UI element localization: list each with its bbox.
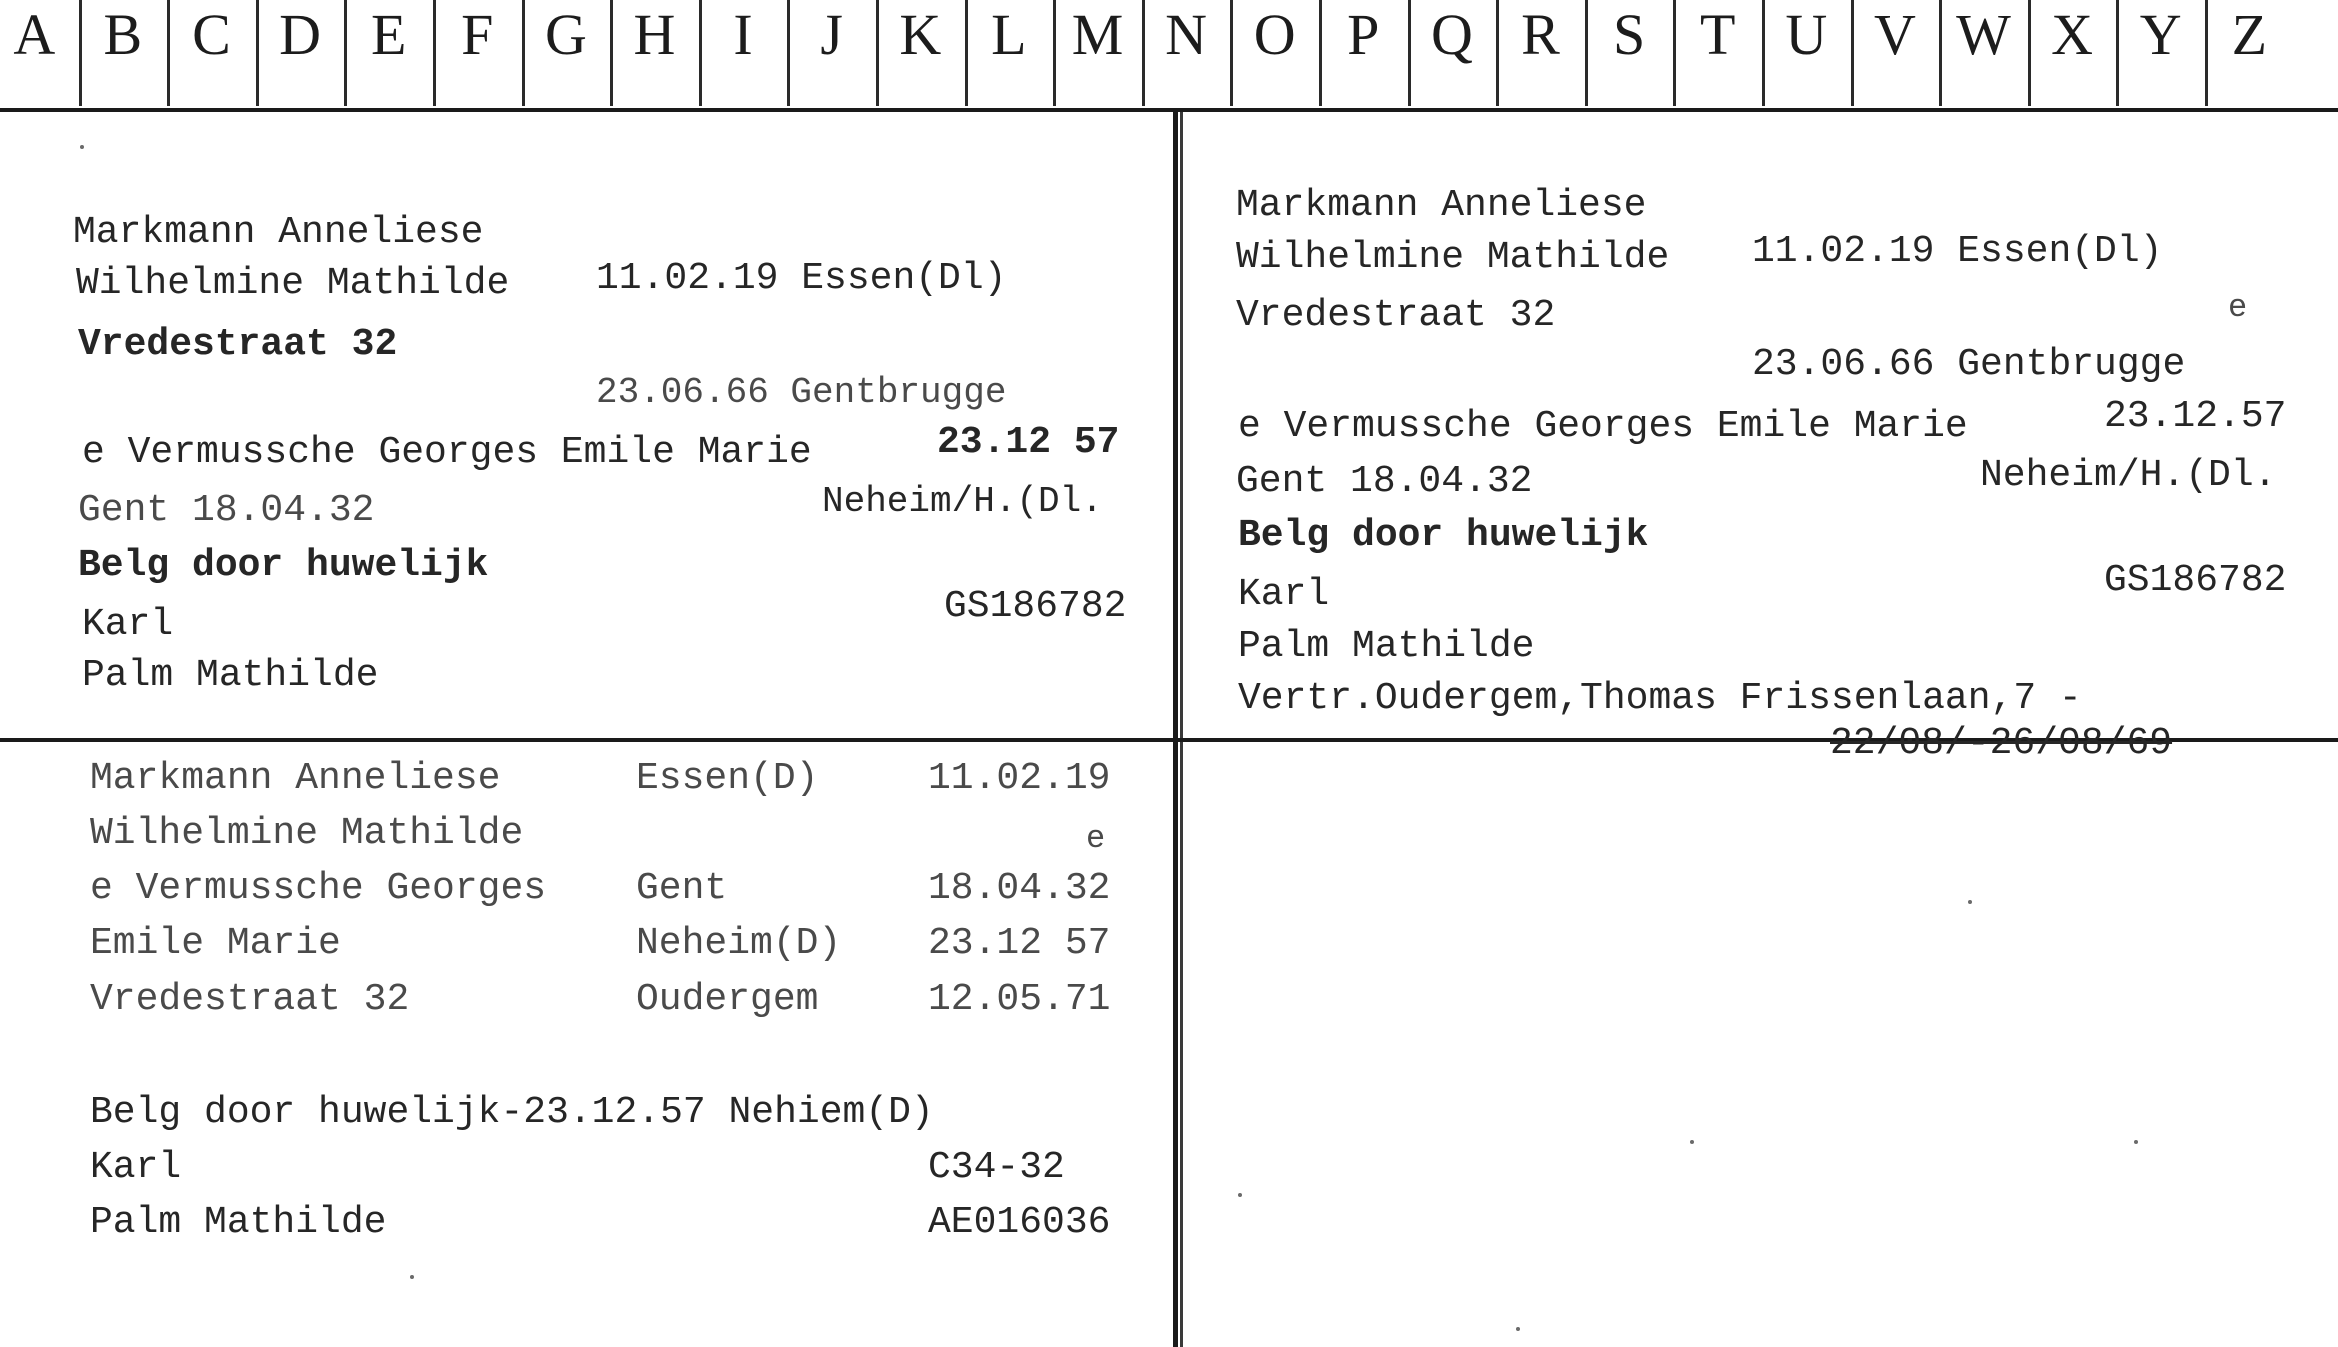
ruler-letter-u: U xyxy=(1785,2,1828,67)
ruler-separator xyxy=(1851,0,1854,106)
card-spouse: e Vermussche Georges Emile Marie xyxy=(1238,405,1968,448)
scan-speck xyxy=(2134,1140,2138,1144)
ruler-letter-k: K xyxy=(899,2,942,67)
table-cell: e Vermussche Georges xyxy=(90,867,547,910)
card-mother: Palm Mathilde xyxy=(90,1201,387,1244)
table-cell: Emile Marie xyxy=(90,922,341,965)
ruler-separator xyxy=(1939,0,1942,106)
scan-speck xyxy=(1968,900,1972,904)
ruler-separator xyxy=(1762,0,1765,106)
ruler-letter-r: R xyxy=(1521,2,1560,67)
ruler-letter-s: S xyxy=(1612,2,1646,67)
card-name: Markmann Anneliese xyxy=(1236,184,1647,227)
ruler-separator xyxy=(1496,0,1499,106)
card-street: Vredestraat 32 xyxy=(1236,294,1556,337)
ruler-separator xyxy=(1230,0,1233,106)
ruler-letter-d: D xyxy=(279,2,322,67)
card-mother: Palm Mathilde xyxy=(1238,625,1535,668)
card-divider-vertical-right xyxy=(1180,112,1183,1347)
ruler-separator xyxy=(1319,0,1322,106)
card-nationality: Belg door huwelijk-23.12.57 Nehiem(D) xyxy=(90,1091,934,1134)
ruler-letter-g: G xyxy=(544,2,587,67)
ruler-separator xyxy=(2205,0,2208,106)
card-period: 22/08/-26/08/69 xyxy=(1830,722,2173,765)
scan-speck xyxy=(410,1275,414,1279)
card-number: GS186782 xyxy=(2104,559,2287,602)
scan-speck xyxy=(1516,1327,1520,1331)
card-father: Karl xyxy=(82,603,174,646)
ruler-letter-m: M xyxy=(1071,2,1124,67)
scan-speck xyxy=(1238,1193,1242,1197)
ruler-letter-q: Q xyxy=(1430,2,1473,67)
card-mark: e xyxy=(2228,289,2248,326)
ruler-bottom-line xyxy=(0,108,2338,112)
card-mother: Palm Mathilde xyxy=(82,654,379,697)
card-birth: 11.02.19 Essen(Dl) xyxy=(596,257,1007,300)
ruler-letter-n: N xyxy=(1165,2,1208,67)
ruler-separator xyxy=(1673,0,1676,106)
ruler-letter-e: E xyxy=(370,2,407,67)
table-cell: Neheim(D) xyxy=(636,922,842,965)
ruler-letter-x: X xyxy=(2051,2,2094,67)
card-mother-code: AE016036 xyxy=(928,1201,1111,1244)
table-cell: Oudergem xyxy=(636,978,819,1021)
table-cell: 23.12 57 xyxy=(928,922,1111,965)
table-cell: 11.02.19 xyxy=(928,757,1111,800)
ruler-letter-b: B xyxy=(103,2,143,67)
ruler-letter-o: O xyxy=(1253,2,1296,67)
card-father: Karl xyxy=(1238,573,1330,616)
ruler-letter-j: J xyxy=(820,2,843,67)
table-cell: 12.05.71 xyxy=(928,978,1111,1021)
ruler-separator xyxy=(1142,0,1145,106)
ruler-letter-w: W xyxy=(1956,2,2011,67)
card-address: Vertr.Oudergem,Thomas Frissenlaan,7 - xyxy=(1238,677,2082,720)
table-cell: Vredestraat 32 xyxy=(90,978,410,1021)
ruler-separator xyxy=(522,0,525,106)
card-marriage-date: 23.12.57 xyxy=(2104,395,2287,438)
ruler-letter-l: L xyxy=(991,2,1027,67)
table-cell: Wilhelmine Mathilde xyxy=(90,812,524,855)
ruler-separator xyxy=(1053,0,1056,106)
ruler-letter-f: F xyxy=(461,2,494,67)
card-marriage-date: 23.12 57 xyxy=(937,421,1120,464)
table-cell: 18.04.32 xyxy=(928,867,1111,910)
ruler-separator xyxy=(167,0,170,106)
ruler-separator xyxy=(256,0,259,106)
ruler-separator xyxy=(1408,0,1411,106)
ruler-separator xyxy=(79,0,82,106)
ruler-separator xyxy=(1585,0,1588,106)
scan-speck xyxy=(1690,1140,1694,1144)
card-father: Karl xyxy=(90,1146,182,1189)
card-divider-vertical-left xyxy=(1173,112,1178,1347)
ruler-letter-a: A xyxy=(13,2,56,67)
card-marriage-place: Neheim/H.(Dl. xyxy=(1980,454,2277,497)
ruler-letter-v: V xyxy=(1873,2,1916,67)
card-nationality: Belg door huwelijk xyxy=(1238,514,1649,557)
card-spouse-birth: Gent 18.04.32 xyxy=(1236,460,1533,503)
card-residence: 23.06.66 Gentbrugge xyxy=(596,372,1007,413)
ruler-letter-h: H xyxy=(633,2,676,67)
ruler-separator xyxy=(344,0,347,106)
ruler-letter-t: T xyxy=(1699,2,1736,67)
card-father-code: C34-32 xyxy=(928,1146,1065,1189)
table-cell: Gent xyxy=(636,867,728,910)
card-spouse: e Vermussche Georges Emile Marie xyxy=(82,431,812,474)
card-marriage-place: Neheim/H.(Dl. xyxy=(822,481,1103,522)
ruler-letter-z: Z xyxy=(2231,2,2268,67)
ruler-separator xyxy=(876,0,879,106)
scan-speck xyxy=(80,145,84,149)
card-nationality: Belg door huwelijk xyxy=(78,544,489,587)
table-cell: Markmann Anneliese xyxy=(90,757,501,800)
ruler-separator xyxy=(610,0,613,106)
ruler-separator xyxy=(965,0,968,106)
ruler-letter-i: I xyxy=(733,2,753,67)
table-cell: Essen(D) xyxy=(636,757,819,800)
ruler-separator xyxy=(2116,0,2119,106)
card-given-names: Wilhelmine Mathilde xyxy=(76,262,510,305)
ruler-separator xyxy=(699,0,702,106)
ruler-letter-p: P xyxy=(1347,2,1380,67)
ruler-separator xyxy=(433,0,436,106)
ruler-separator xyxy=(2028,0,2031,106)
ruler-letter-y: Y xyxy=(2139,2,2182,67)
card-number: GS186782 xyxy=(944,585,1127,628)
card-street: Vredestraat 32 xyxy=(78,323,398,366)
ruler-separator xyxy=(787,0,790,106)
card-spouse-birth: Gent 18.04.32 xyxy=(78,489,375,532)
card-residence: 23.06.66 Gentbrugge xyxy=(1752,343,2186,386)
card-birth: 11.02.19 Essen(Dl) xyxy=(1752,230,2163,273)
ruler-letter-c: C xyxy=(192,2,231,67)
card-given-names: Wilhelmine Mathilde xyxy=(1236,236,1670,279)
alphabet-ruler xyxy=(0,0,2338,110)
table-cell: e xyxy=(1086,820,1106,857)
card-name: Markmann Anneliese xyxy=(73,211,484,254)
